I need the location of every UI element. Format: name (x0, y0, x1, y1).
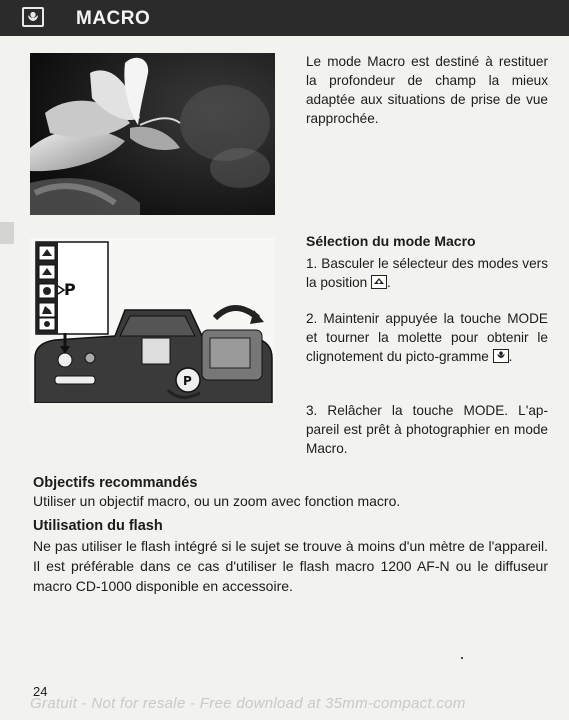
mode-letter: P (64, 280, 76, 299)
intro-paragraph: Le mode Macro est destiné à restituer la profondeur de champ la mieux adaptée aux situations de prise de vue rapprochée. (306, 54, 548, 126)
page-title: MACRO (76, 8, 151, 29)
macro-position-icon (371, 275, 387, 289)
flower-photo (30, 53, 275, 215)
step-2-end: . (508, 349, 513, 364)
page-number: 24 (33, 684, 48, 699)
step-1-end: . (387, 275, 391, 290)
objectifs-title: Objectifs recommandés (33, 475, 198, 491)
page-header (0, 0, 569, 36)
flash-title: Utilisation du flash (33, 518, 163, 534)
step-1-text: 1. Basculer le sélecteur des modes vers la position (306, 256, 548, 290)
svg-text:P: P (183, 374, 192, 388)
step-1 (306, 254, 548, 292)
flash-text: Ne pas utiliser le flash intégré si le sujet se trouve à moins d'un mètre de l'appareil. Il est préférable dans ce cas d'utiliser le flash macro 1200 AF-N ou le diffuseur macro CD-1000 disponible en accessoire. (33, 538, 548, 594)
objectifs-text: Utiliser un objectif macro, ou un zoom avec fonction macro. (33, 493, 401, 509)
selection-title: Sélection du mode Macro (306, 233, 476, 249)
step-3: 3. Relâcher la touche MODE. L'ap-pareil est prêt à photographier en mode Macro. (306, 403, 548, 456)
speck (461, 657, 463, 659)
step-2 (306, 309, 548, 366)
step-2-text: 2. Maintenir appuyée la touche MODE et tourner la molette pour obtenir le clignotement du picto-gramme (306, 311, 548, 364)
camera-illustration (30, 238, 275, 403)
flower-icon (22, 7, 44, 27)
margin-mark (0, 222, 14, 244)
footer-watermark: Gratuit - Not for resale - Free download at 35mm-compact.com (30, 695, 466, 712)
flower-icon (493, 349, 509, 363)
